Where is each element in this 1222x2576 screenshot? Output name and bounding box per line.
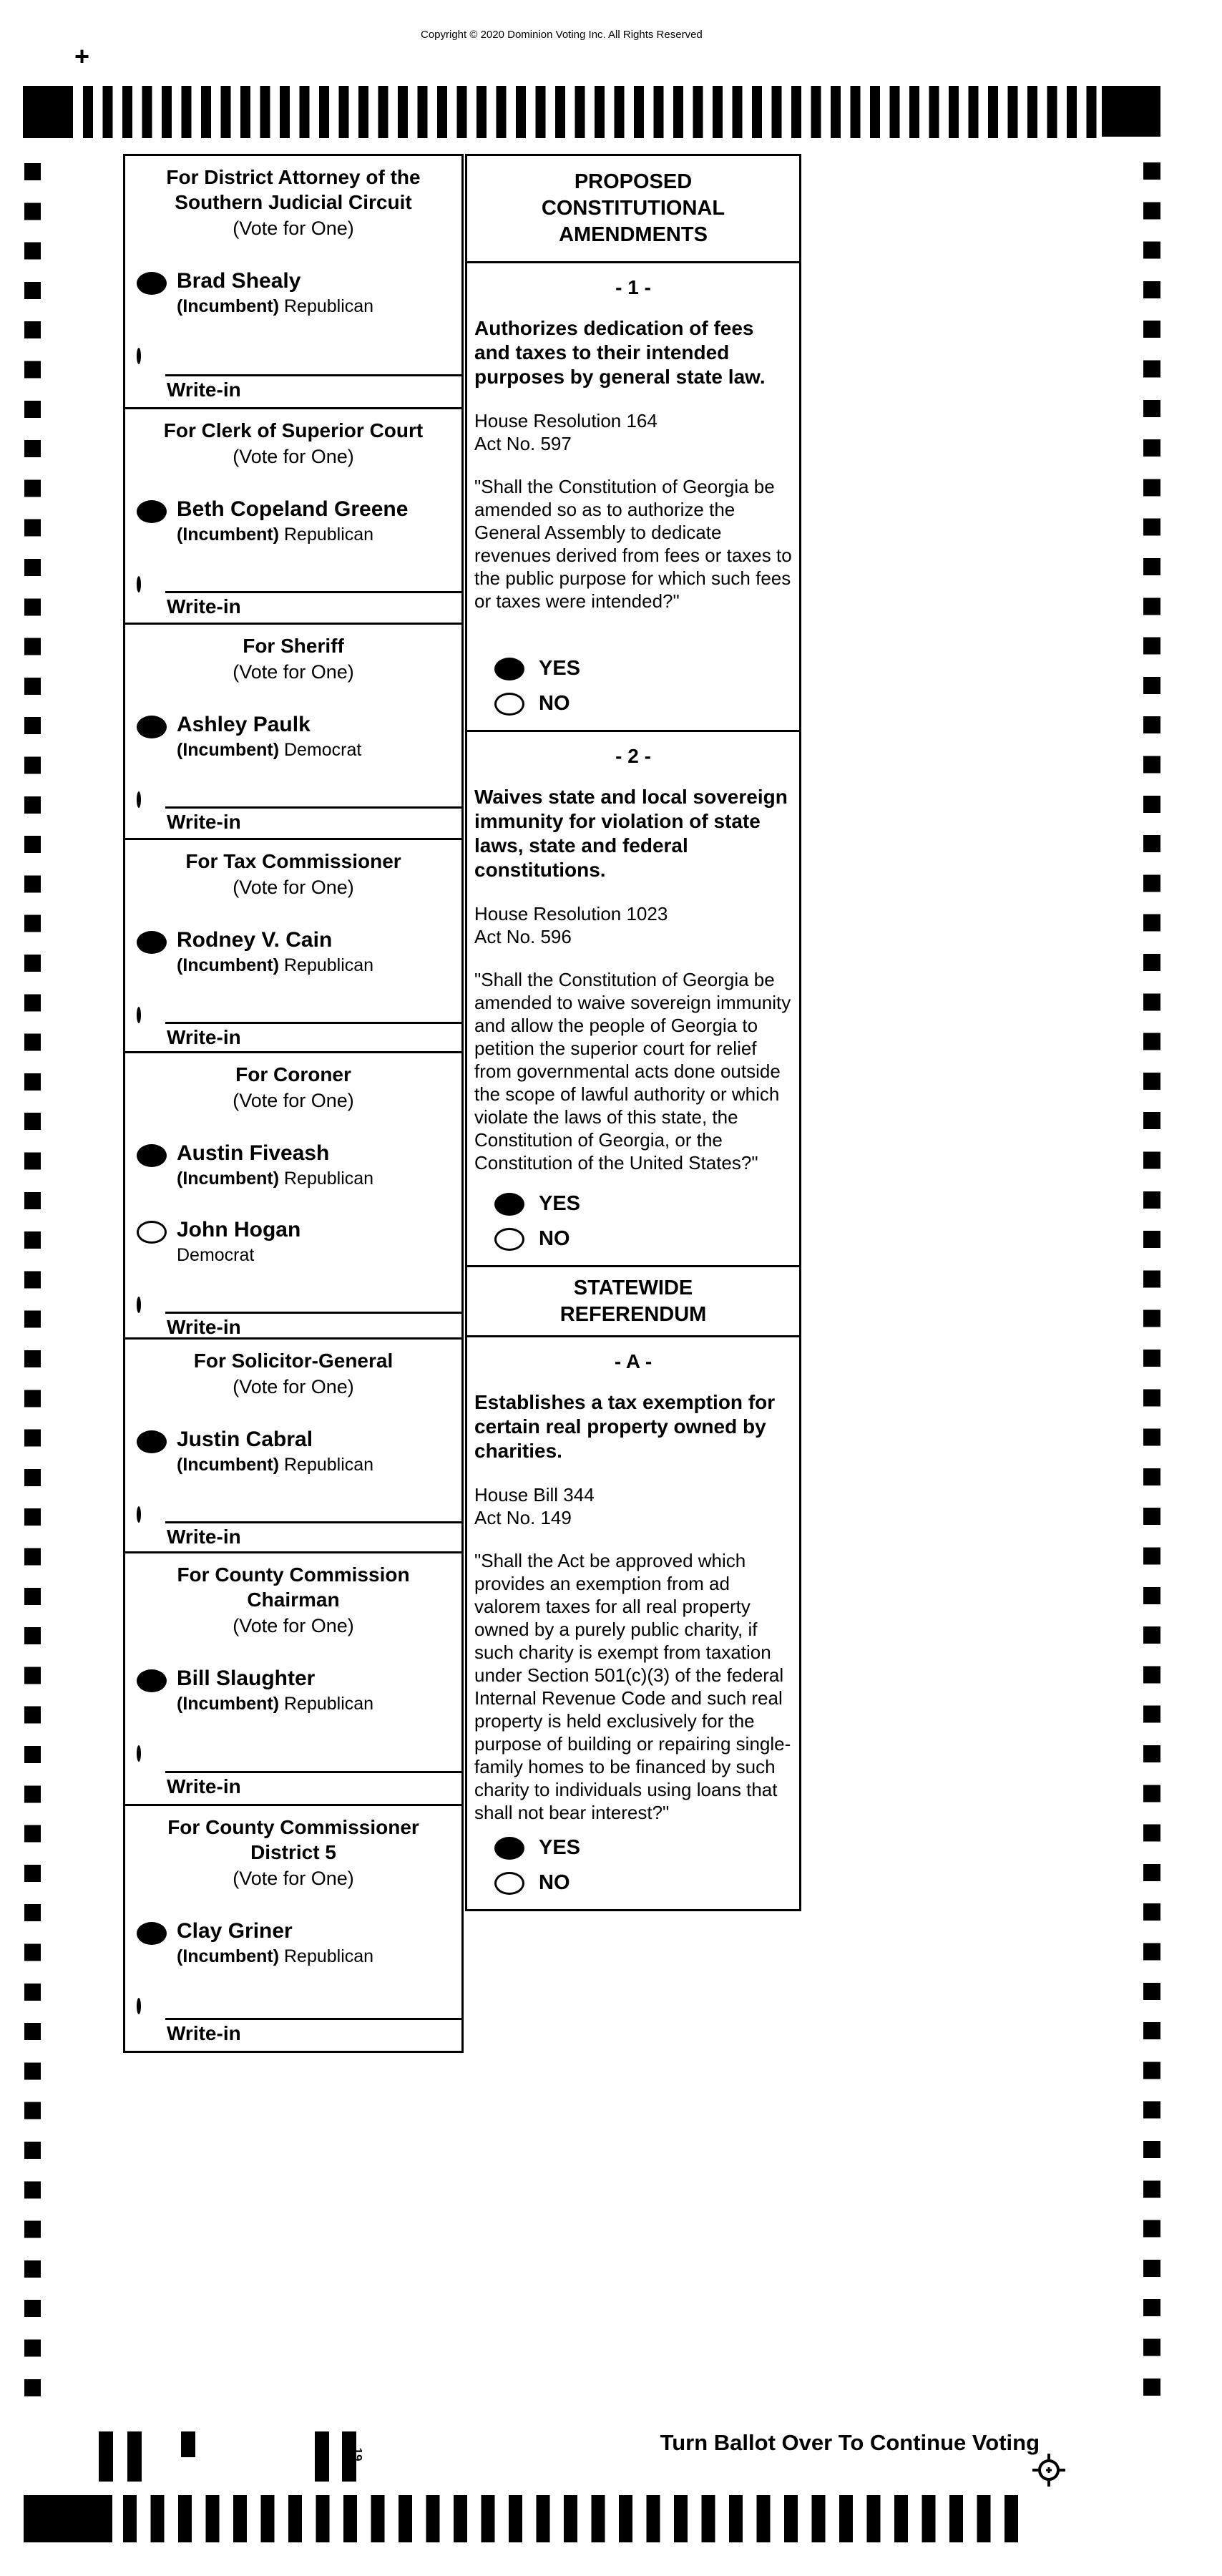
yes-choice-row (494, 1192, 792, 1216)
vote-for-one-instruction: (Vote for One) (233, 218, 354, 239)
write-in-oval-row (137, 1009, 461, 1022)
write-in-label: Write-in (167, 1026, 241, 1048)
write-in-label: Write-in (167, 811, 241, 833)
measure-authority-line: House Resolution 164 (474, 410, 658, 431)
write-in-oval-row (137, 578, 461, 591)
no-oval[interactable] (494, 1872, 524, 1895)
write-in-label: Write-in (167, 595, 241, 618)
write-in-area[interactable] (165, 806, 461, 838)
yes-choice-row (494, 1836, 792, 1860)
party-name: Republican (284, 1455, 374, 1475)
candidate-party (177, 1244, 300, 1266)
contest-title (125, 1562, 461, 1612)
timing-marks-left (24, 163, 41, 2410)
candidate-info (177, 269, 373, 317)
no-choice-row (494, 1227, 792, 1251)
write-in-oval[interactable] (137, 1506, 141, 1523)
candidate-info (177, 1667, 373, 1714)
contest-title-line: For Coroner (235, 1063, 351, 1085)
candidate-info (177, 713, 361, 761)
choice-oval-filled[interactable] (137, 1430, 167, 1453)
candidate-name: Austin Fiveash (177, 1141, 330, 1165)
measure-authority-line: Act No. 597 (474, 433, 572, 454)
timing-marks-right (1143, 162, 1160, 2409)
candidate-info (177, 1218, 300, 1266)
party-name: Republican (284, 955, 374, 975)
candidate-row (137, 928, 453, 976)
contest-title-line: For Clerk of Superior Court (163, 419, 424, 441)
contest-section (125, 1551, 461, 1804)
write-in-label: Write-in (167, 1316, 241, 1337)
write-in-area[interactable] (165, 1771, 461, 1804)
measure-section (467, 1335, 799, 1909)
party-name: Republican (284, 1169, 374, 1189)
incumbent-label: (Incumbent) (177, 740, 280, 760)
candidate-name: Rodney V. Cain (177, 928, 333, 952)
candidate-party (177, 739, 361, 761)
candidate-info (177, 1919, 373, 1967)
candidate-name: Clay Griner (177, 1919, 293, 1943)
incumbent-label: (Incumbent) (177, 296, 280, 316)
yes-oval-filled[interactable] (494, 1837, 524, 1860)
vote-for-one-instruction: (Vote for One) (233, 1615, 354, 1636)
vote-for-one-instruction: (Vote for One) (233, 661, 354, 683)
choice-oval-filled[interactable] (137, 1144, 167, 1167)
measure-authority (474, 902, 792, 948)
yes-label: YES (539, 1192, 581, 1215)
no-label: NO (539, 1871, 570, 1894)
write-in-oval[interactable] (137, 791, 141, 808)
write-in-oval[interactable] (137, 348, 141, 364)
incumbent-label: (Incumbent) (177, 955, 280, 975)
choice-oval[interactable] (137, 1221, 167, 1244)
timing-marks-top (83, 86, 1099, 138)
measure-question: "Shall the Constitution of Georgia be amended to waive sovereign immunity and allow the people of Georgia to petition the superior court for relief from governmental acts done outside the scope of lawful authority or which violate the laws of this state, the Constitution of Georgia, or the Constitution of the United States?" (474, 969, 791, 1174)
contest-section (125, 838, 461, 1051)
amendments-header-line: PROPOSED (574, 170, 693, 193)
contest-title-line: For Tax Commissioner (185, 850, 401, 872)
measure-number: - A - (614, 1350, 652, 1372)
no-oval[interactable] (494, 693, 524, 716)
contest-title (125, 418, 461, 443)
measure-authority (474, 409, 792, 455)
write-in-area[interactable] (165, 374, 461, 407)
measure-section (467, 730, 799, 1265)
no-label: NO (539, 692, 570, 715)
no-choice-row (494, 1871, 792, 1895)
incumbent-label: (Incumbent) (177, 1455, 280, 1475)
referendum-header-line: REFERENDUM (559, 1302, 707, 1326)
contest-title-line: For Sheriff (243, 635, 344, 657)
ballot-code-mark (99, 2431, 113, 2482)
contest-title (125, 1062, 461, 1087)
candidate-row (137, 1428, 453, 1475)
party-name: Republican (284, 1946, 374, 1966)
yes-label: YES (539, 1836, 581, 1859)
choice-oval-filled[interactable] (137, 1922, 167, 1945)
measure-section (467, 261, 799, 730)
yes-oval-filled[interactable] (494, 658, 524, 680)
candidate-party (177, 1946, 373, 1967)
candidate-party (177, 296, 373, 317)
no-choice-row (494, 692, 792, 716)
sheet-number-label: 19 (351, 2447, 365, 2462)
candidate-info (177, 1428, 373, 1475)
copyright-text: Copyright © 2020 Dominion Voting Inc. All Rights Reserved (421, 29, 703, 41)
candidate-party (177, 1168, 373, 1189)
choice-oval-filled[interactable] (137, 716, 167, 738)
contest-title-line: Southern Judicial Circuit (175, 191, 412, 213)
write-in-area[interactable] (165, 591, 461, 623)
vote-for-one-instruction: (Vote for One) (233, 446, 354, 467)
candidate-info (177, 928, 373, 976)
candidate-info (177, 497, 408, 545)
write-in-oval[interactable] (137, 1998, 141, 2014)
write-in-oval-row (137, 2000, 461, 2013)
measure-number: - 1 - (615, 276, 651, 298)
amendments-header-line: AMENDMENTS (559, 223, 708, 246)
write-in-oval-row (137, 794, 461, 806)
vote-for-one-instruction: (Vote for One) (233, 877, 354, 898)
referendum-header-line: STATEWIDE (573, 1276, 693, 1299)
vote-for-one-instruction: (Vote for One) (233, 1868, 354, 1889)
write-in-oval[interactable] (137, 1745, 141, 1762)
write-in-label: Write-in (167, 379, 241, 401)
candidate-name: Bill Slaughter (177, 1667, 316, 1690)
measure-authority-line: Act No. 596 (474, 926, 572, 947)
yes-label: YES (539, 657, 581, 680)
contest-section (125, 1337, 461, 1551)
contest-section (125, 156, 461, 407)
ballot-code-mark (181, 2431, 195, 2457)
ballot-code-mark (315, 2431, 329, 2482)
candidate-info (177, 1141, 373, 1189)
party-name: Democrat (177, 1245, 255, 1265)
choice-oval-filled[interactable] (137, 500, 167, 523)
candidate-row (137, 497, 453, 545)
candidate-row (137, 269, 453, 317)
incumbent-label: (Incumbent) (177, 1169, 280, 1189)
measure-summary: Waives state and local sovereign immunity for violation of state laws, state and federal constitutions. (474, 786, 788, 881)
candidate-party (177, 955, 373, 976)
candidate-row (137, 1919, 453, 1967)
yes-oval-filled[interactable] (494, 1193, 524, 1216)
ballot-code-mark (127, 2431, 142, 2482)
candidate-row (137, 1667, 453, 1714)
candidate-name: Justin Cabral (177, 1428, 313, 1451)
measure-authority-line: House Bill 344 (474, 1484, 595, 1506)
no-label: NO (539, 1227, 570, 1250)
choice-oval-filled[interactable] (137, 931, 167, 954)
measure-summary: Establishes a tax exemption for certain real property owned by charities. (474, 1391, 776, 1462)
candidate-row (137, 1218, 453, 1266)
contest-section (125, 407, 461, 623)
choice-oval-filled[interactable] (137, 272, 167, 295)
incumbent-label: (Incumbent) (177, 1946, 280, 1966)
contest-title-line: District 5 (250, 1841, 336, 1863)
candidate-row (137, 713, 453, 761)
write-in-area[interactable] (165, 1312, 461, 1337)
timing-marks-bottom (123, 2495, 1028, 2542)
write-in-area[interactable] (165, 1022, 461, 1051)
measures-column (465, 154, 801, 1911)
timing-block-top-left (23, 86, 73, 138)
write-in-label: Write-in (167, 1775, 241, 1797)
party-name: Republican (284, 525, 374, 545)
party-name: Republican (284, 1694, 374, 1714)
contest-title (125, 1815, 461, 1865)
contest-title-line: For County Commissioner (167, 1816, 419, 1838)
write-in-oval[interactable] (137, 576, 141, 592)
measure-number: - 2 - (615, 745, 651, 767)
contest-title (125, 849, 461, 874)
candidate-name: Brad Shealy (177, 269, 301, 293)
incumbent-label: (Incumbent) (177, 1694, 280, 1714)
contest-title-line: For Solicitor-General (193, 1350, 394, 1372)
candidate-row (137, 1141, 453, 1189)
candidate-name: Beth Copeland Greene (177, 497, 409, 521)
contest-section (125, 1804, 461, 2051)
no-oval[interactable] (494, 1228, 524, 1251)
measure-question: "Shall the Act be approved which provides an exemption from ad valorem taxes for all real property owned by a purely public charity, if such charity is exempt from taxation under Section 501(c)(3) of the federal Internal Revenue Code and such real property is held exclusively for the purpose of building or repairing single-family homes to be financed by such charity to individuals using loans that shall not bear interest?" (474, 1550, 791, 1823)
vote-for-one-instruction: (Vote for One) (233, 1090, 354, 1111)
choice-oval-filled[interactable] (137, 1669, 167, 1692)
contest-title (125, 633, 461, 658)
write-in-area[interactable] (165, 2018, 461, 2051)
candidate-party (177, 1693, 373, 1714)
contest-title-line: For District Attorney of the (166, 166, 421, 188)
write-in-label: Write-in (167, 2022, 241, 2044)
party-name: Republican (284, 296, 374, 316)
measure-question: "Shall the Constitution of Georgia be amended so as to authorize the General Assembly to dedicate revenues derived from fees or taxes to the public purpose for which such fees or taxes were intended?" (474, 476, 792, 612)
contest-section (125, 623, 461, 838)
contest-title-line: Chairman (247, 1589, 340, 1611)
alignment-plus-mark: + (74, 42, 90, 71)
incumbent-label: (Incumbent) (177, 525, 280, 545)
measure-authority-line: Act No. 149 (474, 1507, 572, 1528)
measure-authority-line: House Resolution 1023 (474, 903, 668, 924)
measure-authority (474, 1483, 792, 1529)
write-in-oval[interactable] (137, 1297, 141, 1313)
write-in-oval-row (137, 1299, 461, 1312)
timing-block-bottom-left (24, 2495, 112, 2542)
candidate-party (177, 524, 408, 545)
candidate-name: Ashley Paulk (177, 713, 311, 736)
contest-title (125, 1348, 461, 1373)
contest-column (123, 154, 464, 2053)
contest-title-line: For County Commission (177, 1563, 410, 1586)
write-in-oval-row (137, 1747, 461, 1760)
measure-summary: Authorizes dedication of fees and taxes to their intended purposes by general state law. (474, 317, 766, 388)
write-in-label: Write-in (167, 1526, 241, 1548)
amendments-header-line: CONSTITUTIONAL (541, 197, 725, 220)
contest-title (125, 165, 461, 215)
write-in-area[interactable] (165, 1521, 461, 1551)
contest-section (125, 1051, 461, 1337)
candidate-name: John Hogan (177, 1218, 301, 1241)
vote-for-one-instruction: (Vote for One) (233, 1376, 354, 1397)
timing-block-top-right (1102, 86, 1160, 137)
party-name: Democrat (284, 740, 362, 760)
write-in-oval-row (137, 350, 461, 363)
turn-ballot-over-instruction: Turn Ballot Over To Continue Voting (660, 2430, 1040, 2455)
registration-target-icon (1030, 2451, 1067, 2489)
candidate-party (177, 1454, 373, 1475)
amendments-header (467, 156, 799, 261)
write-in-oval-row (137, 1508, 461, 1521)
yes-choice-row (494, 657, 792, 680)
referendum-header (467, 1265, 799, 1335)
write-in-oval[interactable] (137, 1007, 141, 1023)
